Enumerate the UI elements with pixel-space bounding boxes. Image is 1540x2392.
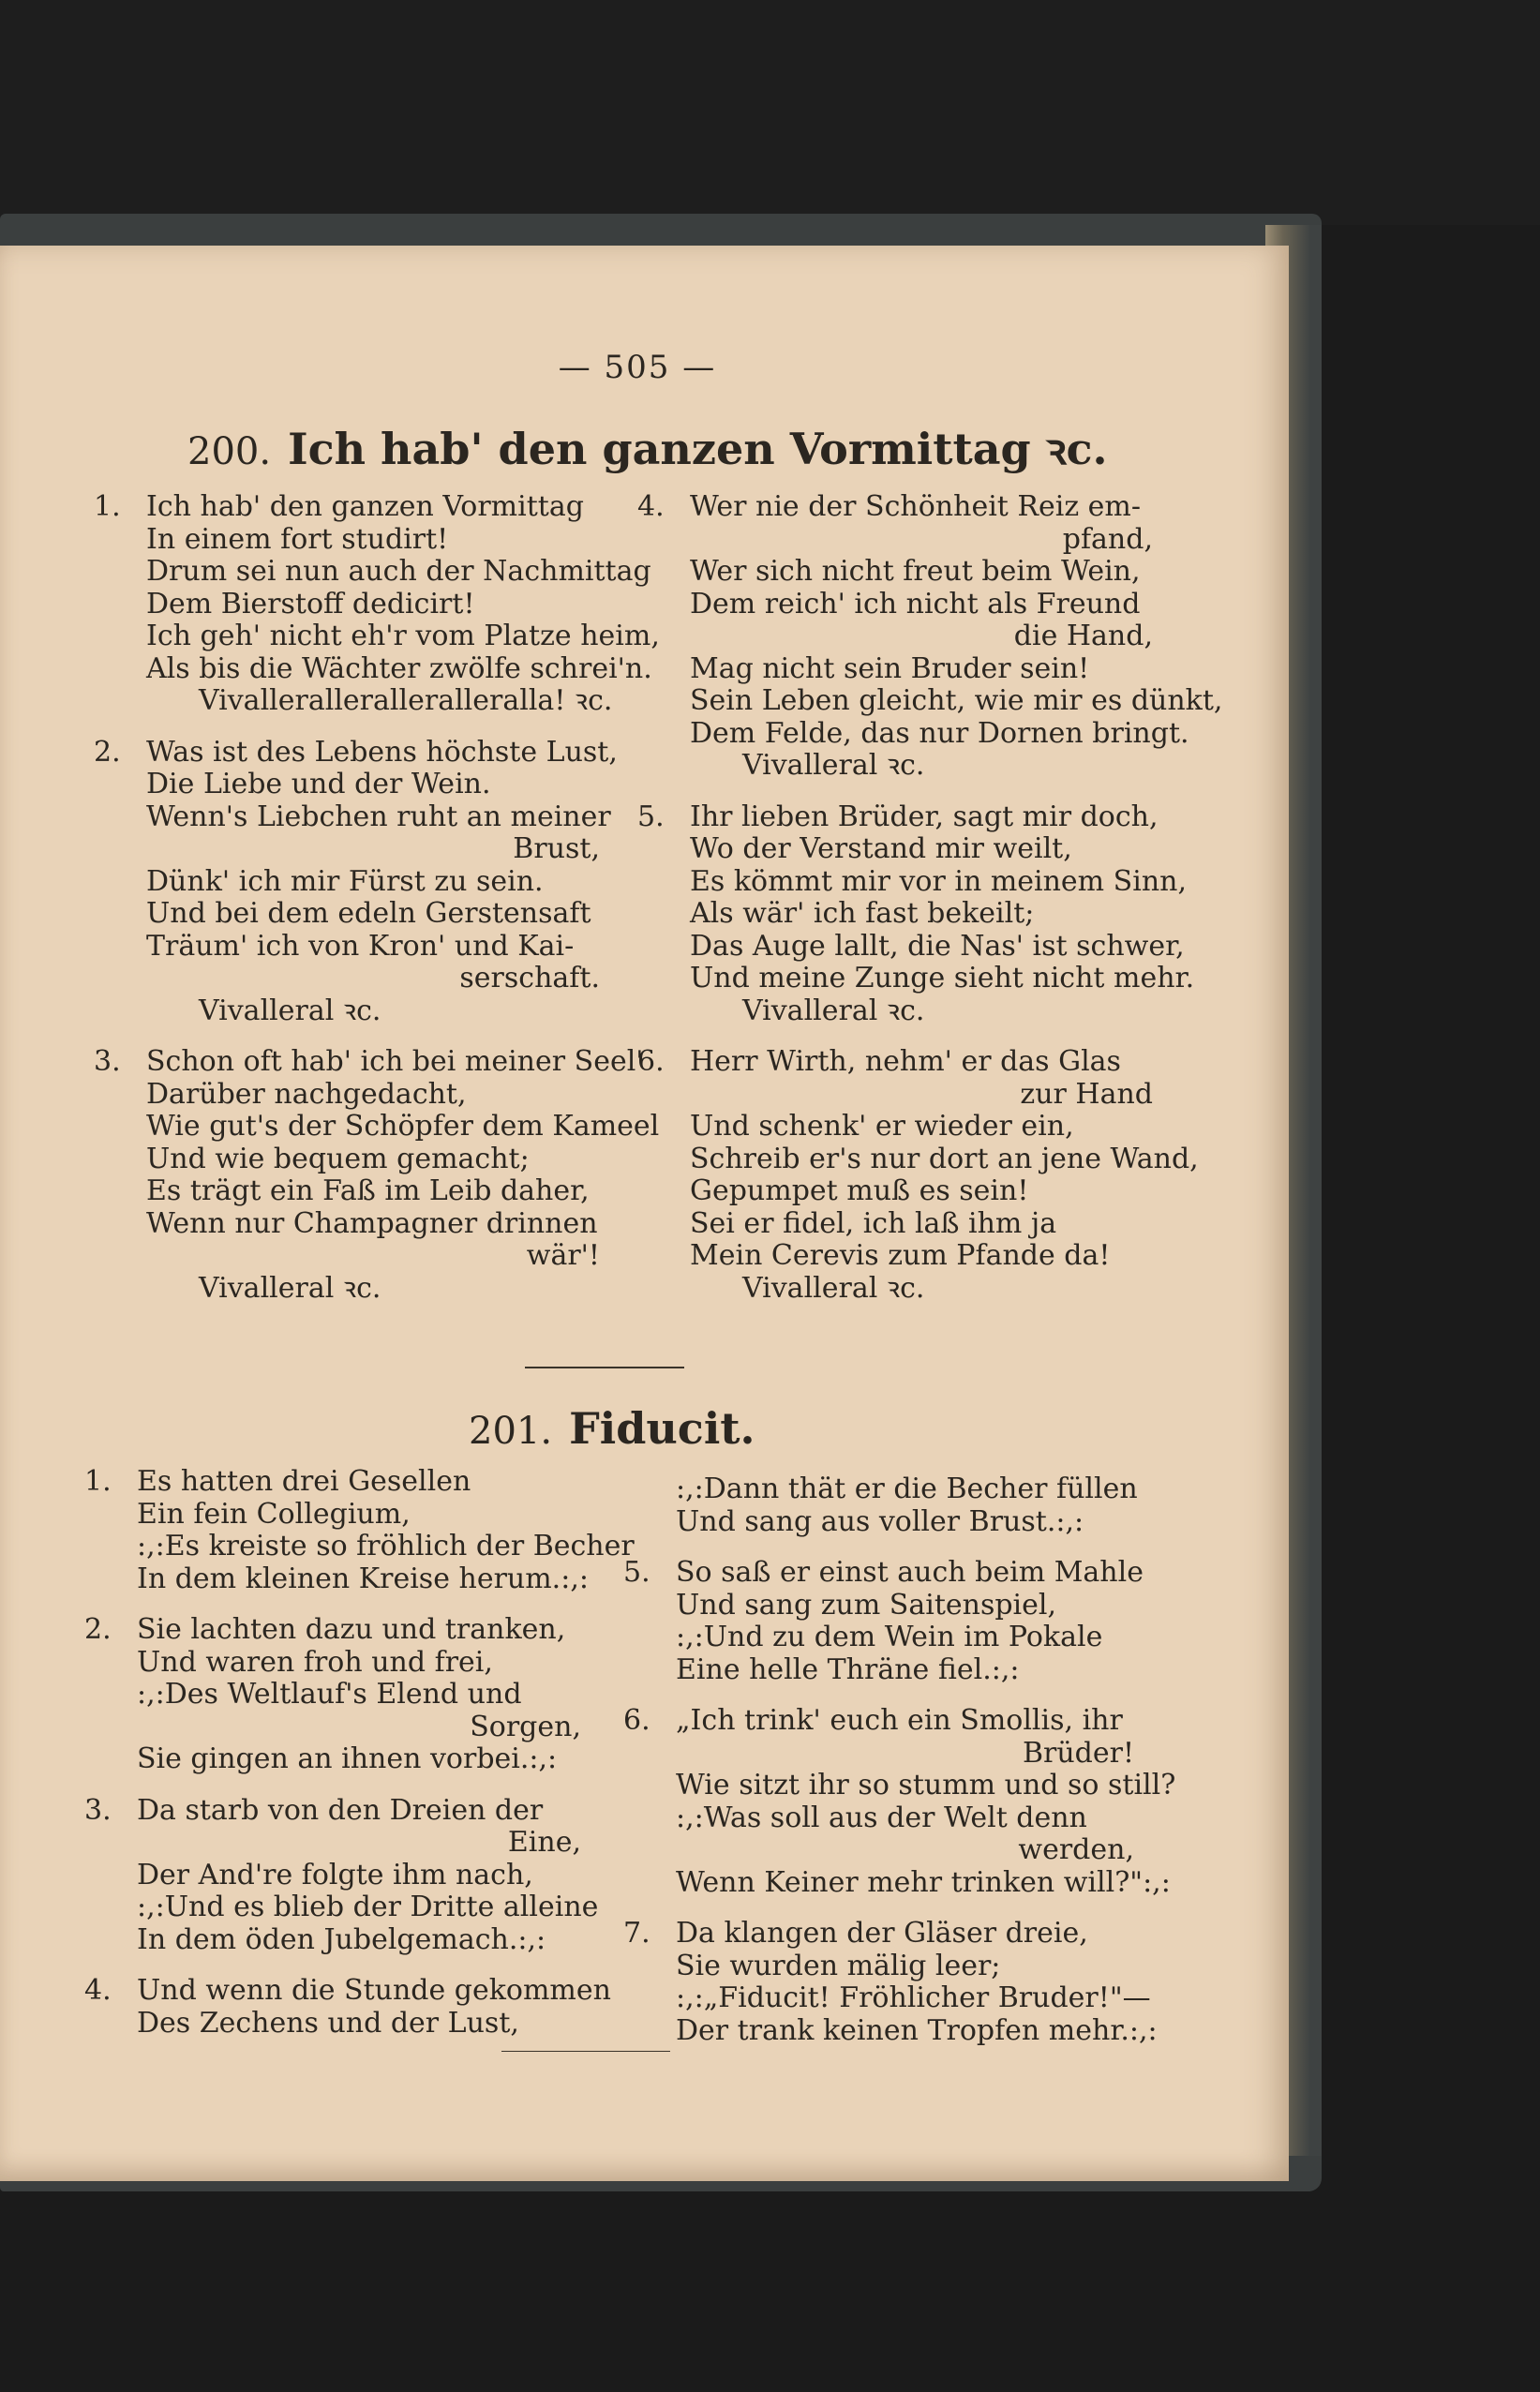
verse-line: Dem Felde, das nur Dornen bringt. <box>690 716 1189 750</box>
verse-line: Was ist des Lebens höchste Lust, <box>146 735 618 769</box>
verse-line: zur Hand <box>1020 1077 1153 1111</box>
verse-line: Das Auge lallt, die Nas' ist schwer, <box>690 929 1185 963</box>
stanza-number: 1. <box>84 1465 112 1498</box>
stanza-number: 5. <box>623 1556 650 1589</box>
stanza <box>94 1045 660 1305</box>
stanza <box>623 1557 1144 1686</box>
verse-line: Und bei dem edeln Gerstensaft <box>146 897 591 930</box>
verse-line: Da starb von den Dreien der <box>137 1793 544 1827</box>
verse-line: Ich hab' den ganzen Vormittag <box>146 490 584 523</box>
verse-line: Der trank keinen Tropfen mehr.:,: <box>676 2013 1158 2047</box>
verse-line: Sie lachten dazu und tranken, <box>137 1613 566 1646</box>
verse-line: Als bis die Wächter zwölfe schrei'n. <box>146 651 652 685</box>
verse-line: So saß er einst auch beim Mahle <box>676 1556 1144 1589</box>
section-divider <box>525 1367 684 1368</box>
stanza <box>637 800 1195 1028</box>
dark-background <box>0 0 1540 225</box>
verse-line: Es kömmt mir vor in meinem Sinn, <box>690 864 1187 898</box>
song-201-heading <box>469 1403 755 1454</box>
stanza <box>637 1045 1199 1305</box>
verse-line: wär'! <box>526 1239 600 1272</box>
verse-line: :,:„Fiducit! Fröhlicher Bruder!"— <box>676 1981 1151 2014</box>
verse-line: Darüber nachgedacht, <box>146 1077 467 1111</box>
verse-line: Brust, <box>513 832 600 865</box>
verse-line: Dem Bierstoff dedicirt! <box>146 587 475 620</box>
stanza <box>94 490 660 718</box>
end-divider <box>501 2051 670 2052</box>
verse-line: Und sang aus voller Brust.:,: <box>676 1504 1084 1538</box>
stanza <box>84 1465 635 1595</box>
verse-line: Gepumpet muß es sein! <box>690 1174 1029 1207</box>
stanza <box>84 1793 599 1957</box>
stanza-number: 3. <box>94 1045 121 1078</box>
verse-line: :,:Des Weltlauf's Elend und <box>137 1678 522 1711</box>
song-201-left-column <box>84 1465 635 2058</box>
stanza-number: 6. <box>637 1045 665 1078</box>
verse-line: Die Liebe und der Wein. <box>146 768 491 800</box>
verse-line: :,:Dann thät er die Becher füllen <box>676 1473 1138 1505</box>
verse-line: Schon oft hab' ich bei meiner Seel' <box>146 1045 644 1078</box>
song-200-heading <box>187 419 1108 477</box>
song-201-title: Fiducit. <box>569 1403 755 1454</box>
verse-line: Eine helle Thräne fiel.:,: <box>676 1652 1020 1686</box>
verse-line: Drum sei nun auch der Nachmittag <box>146 555 651 588</box>
stanza-number: 7. <box>623 1917 650 1950</box>
stanza-number: 2. <box>94 735 121 769</box>
stanza <box>623 1704 1176 1899</box>
verse-line: Wenn's Liebchen ruht an meiner <box>146 800 611 833</box>
page-number: — 505 — <box>558 349 717 386</box>
verse-line: In einem fort studirt! <box>146 522 449 556</box>
verse-line: Vivalleral ꝛc. <box>742 1271 925 1305</box>
verse-line: Wer sich nicht freut beim Wein, <box>690 555 1141 588</box>
song-201-right-column <box>623 1473 1176 2066</box>
verse-line: In dem öden Jubelgemach.:,: <box>137 1922 546 1956</box>
stanza-number: 6. <box>623 1704 650 1737</box>
verse-line: Ein fein Collegium, <box>137 1497 411 1531</box>
stanza <box>637 490 1223 783</box>
verse-line: Und schenk' er wieder ein, <box>690 1110 1074 1143</box>
verse-line: Eine, <box>507 1826 581 1859</box>
stanza <box>84 1974 611 2040</box>
verse-line: Da klangen der Gläser dreie, <box>676 1917 1088 1950</box>
verse-line: Und wenn die Stunde gekommen <box>137 1974 611 2007</box>
verse-line: Vivalleral ꝛc. <box>742 994 925 1027</box>
verse-line: Ihr lieben Brüder, sagt mir doch, <box>690 800 1159 833</box>
verse-line: die Hand, <box>1013 620 1153 652</box>
verse-line: Vivalleral ꝛc. <box>199 994 381 1027</box>
song-200-left-column <box>94 490 660 1323</box>
verse-line: serschaft. <box>459 962 600 994</box>
verse-line: Als wär' ich fast bekeilt; <box>690 897 1035 930</box>
song-201-number: 201. <box>469 1410 553 1453</box>
verse-line: Ich geh' nicht eh'r vom Platze heim, <box>146 620 660 652</box>
stanza-number: 2. <box>84 1613 112 1646</box>
verse-line: Träum' ich von Kron' und Kai- <box>146 929 575 963</box>
song-200-right-column <box>637 490 1223 1323</box>
verse-line: Vivalleral ꝛc. <box>742 749 925 782</box>
verse-line: pfand, <box>1062 522 1153 556</box>
verse-line: Mein Cerevis zum Pfande da! <box>690 1239 1111 1272</box>
verse-line: Wie gut's der Schöpfer dem Kameel <box>146 1110 660 1143</box>
verse-line: Und waren froh und frei, <box>137 1645 493 1679</box>
verse-line: Brüder! <box>1022 1736 1134 1770</box>
stanza-number: 4. <box>637 490 665 523</box>
verse-line: Es hatten drei Gesellen <box>137 1465 471 1498</box>
verse-line: Herr Wirth, nehm' er das Glas <box>690 1045 1121 1078</box>
verse-line: Sei er fidel, ich laß ihm ja <box>690 1206 1057 1240</box>
verse-line: Sie gingen an ihnen vorbei.:,: <box>137 1742 558 1775</box>
stanza <box>84 1614 591 1776</box>
stanza-number: 3. <box>84 1793 112 1827</box>
verse-line: Sorgen, <box>470 1710 581 1743</box>
verse-line: Vivalleralleralleralleralla! ꝛc. <box>199 684 613 717</box>
song-200-number: 200. <box>187 430 272 473</box>
verse-line: Und sang zum Saitenspiel, <box>676 1588 1057 1622</box>
verse-line: :,:Und zu dem Wein im Pokale <box>676 1621 1103 1653</box>
verse-line: Mag nicht sein Bruder sein! <box>690 651 1090 685</box>
verse-line: In dem kleinen Kreise herum.:,: <box>137 1562 589 1595</box>
verse-line: Wenn nur Champagner drinnen <box>146 1206 598 1240</box>
verse-line: Dem reich' ich nicht als Freund <box>690 587 1141 620</box>
verse-line: werden, <box>1018 1833 1134 1866</box>
stanza <box>623 1917 1158 2047</box>
verse-line: Wie sitzt ihr so stumm und so still? <box>676 1769 1176 1801</box>
stanza-number: 4. <box>84 1974 112 2007</box>
book-page <box>0 246 1289 2181</box>
song-200-title: Ich hab' den ganzen Vormittag ꝛc. <box>288 424 1108 474</box>
verse-line: Sie wurden mälig leer; <box>676 1949 1001 1982</box>
verse-line: Und wie bequem gemacht; <box>146 1142 530 1175</box>
verse-line: Sein Leben gleicht, wie mir es dünkt, <box>690 684 1223 717</box>
verse-line: Der And're folgte ihm nach, <box>137 1858 533 1891</box>
verse-line: Dünk' ich mir Fürst zu sein. <box>146 864 544 898</box>
verse-line: :,:Und es blieb der Dritte alleine <box>137 1891 599 1923</box>
verse-line: „Ich trink' euch ein Smollis, ihr <box>676 1704 1123 1737</box>
verse-line: Wenn Keiner mehr trinken will?":,: <box>676 1865 1171 1899</box>
verse-line: Wo der Verstand mir weilt, <box>690 832 1072 865</box>
verse-line: Schreib er's nur dort an jene Wand, <box>690 1142 1199 1175</box>
stanza <box>94 735 618 1028</box>
verse-line: :,:Es kreiste so fröhlich der Becher <box>137 1530 635 1562</box>
verse-line: Es trägt ein Faß im Leib daher, <box>146 1174 590 1207</box>
verse-line: Wer nie der Schönheit Reiz em- <box>690 490 1141 523</box>
stanza-number: 5. <box>637 800 665 833</box>
stanza <box>623 1473 1144 1538</box>
verse-line: Und meine Zunge sieht nicht mehr. <box>690 962 1195 994</box>
verse-line: Des Zechens und der Lust, <box>137 2006 519 2040</box>
verse-line: Vivalleral ꝛc. <box>199 1271 381 1305</box>
verse-line: :,:Was soll aus der Welt denn <box>676 1801 1087 1834</box>
stanza-number: 1. <box>94 490 121 523</box>
